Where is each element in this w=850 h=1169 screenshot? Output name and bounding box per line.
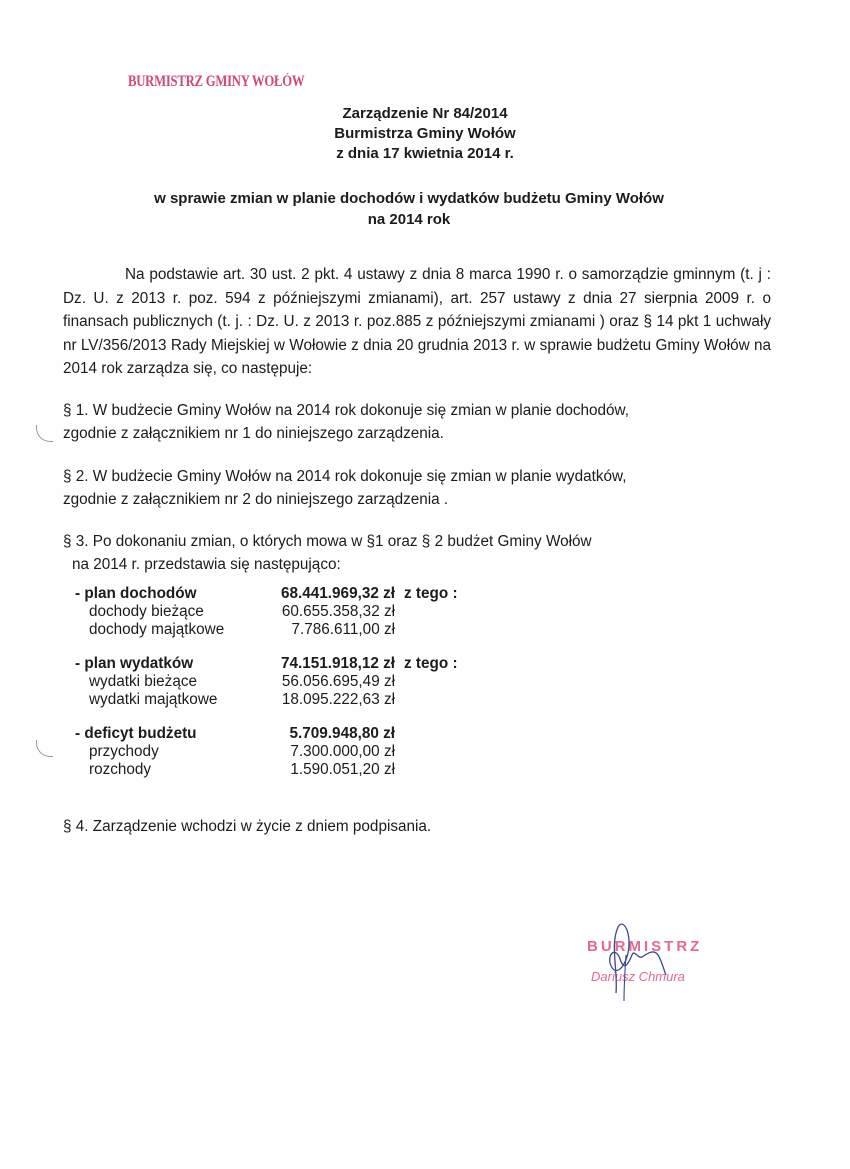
scan-mark (36, 740, 53, 757)
income-item-row (75, 621, 458, 639)
income-value: 68.441.969,32 zł (281, 585, 395, 602)
paragraph-4-text: § 4. Zarządzenie wchodzi w życie z dniem podpisania. (63, 818, 432, 835)
preamble-text: Na podstawie art. 30 ust. 2 pkt. 4 ustawy z dnia 8 marca 1990 r. o samorządzie gminnym (t. j : Dz. U. z 2013 r. poz. 594 z późniejszymi zmianami), art. 257 ustawy z dnia 27 sierpnia 2009 r. o finansach publicznych (t. j. : Dz. U. z 2013 r. poz.885 z późniejszymi zmianami ) oraz § 14 pkt 1 uchwały nr LV/356/2013 Rady Miejskiej w Wołowie z dnia 20 grudnia 2013 r. w sprawie budżetu Gminy Wołów na 2014 rok zarządza się, co następuje: (63, 266, 771, 377)
title-line-1: Zarządzenie Nr 84/2014 (342, 105, 508, 122)
document-subject (0, 188, 818, 230)
expenses-item-label: wydatki bieżące (89, 673, 197, 690)
signature-title: BURMISTRZ (587, 938, 703, 955)
expenses-value: 74.151.918,12 zł (281, 655, 395, 672)
subject-line-2: na 2014 rok (367, 211, 451, 228)
deficit-item-label: rozchody (89, 761, 152, 778)
expenses-label: - plan wydatków (75, 655, 194, 672)
expenses-total-row (75, 655, 458, 673)
paragraph-2 (63, 465, 626, 511)
paragraph-1 (63, 399, 629, 445)
header-stamp: BURMISTRZ GMINY WOŁÓW (128, 73, 305, 90)
expenses-item-row (75, 691, 458, 709)
expenses-item-value: 56.056.695,49 zł (281, 673, 395, 690)
income-group (75, 585, 458, 639)
budget-summary (75, 585, 458, 795)
expenses-item-label: wydatki majątkowe (89, 691, 218, 708)
income-total-row (75, 585, 458, 603)
expenses-group (75, 655, 458, 709)
document-title (0, 104, 850, 164)
paragraph-4 (63, 815, 431, 838)
paragraph-3-line-1: § 3. Po dokonaniu zmian, o których mowa w §1 oraz § 2 budżet Gminy Wołów (63, 533, 592, 550)
handwritten-signature (580, 915, 750, 1005)
paragraph-1-line-2: zgodnie z załącznikiem nr 1 do niniejszego zarządzenia. (63, 425, 444, 442)
income-suffix: z tego : (404, 585, 458, 602)
deficit-item-row (75, 743, 458, 761)
scan-mark (36, 425, 53, 442)
deficit-group (75, 725, 458, 779)
title-line-2: Burmistrza Gminy Wołów (334, 125, 516, 142)
expenses-item-value: 18.095.222,63 zł (281, 691, 395, 708)
income-item-label: dochody majątkowe (89, 621, 225, 638)
income-item-label: dochody bieżące (89, 603, 204, 620)
title-line-3: z dnia 17 kwietnia 2014 r. (336, 145, 514, 162)
signature-name: Dariusz Chmura (591, 969, 685, 984)
deficit-item-value: 7.300.000,00 zł (290, 743, 395, 760)
income-label: - plan dochodów (75, 585, 197, 602)
expenses-item-row (75, 673, 458, 691)
income-item-value: 7.786.611,00 zł (291, 621, 395, 638)
paragraph-2-line-1: § 2. W budżecie Gminy Wołów na 2014 rok dokonuje się zmian w planie wydatków, (63, 468, 627, 485)
paragraph-1-line-1: § 1. W budżecie Gminy Wołów na 2014 rok dokonuje się zmian w planie dochodów, (63, 402, 630, 419)
deficit-total-row (75, 725, 458, 743)
deficit-item-label: przychody (89, 743, 159, 760)
paragraph-3-line-2: na 2014 r. przedstawia się następująco: (72, 556, 341, 573)
paragraph-3 (63, 530, 592, 576)
deficit-label: - deficyt budżetu (75, 725, 197, 742)
income-item-row (75, 603, 458, 621)
expenses-suffix: z tego : (404, 655, 458, 672)
paragraph-2-line-2: zgodnie z załącznikiem nr 2 do niniejszego zarządzenia . (63, 491, 449, 508)
income-item-value: 60.655.358,32 zł (281, 603, 395, 620)
deficit-item-value: 1.590.051,20 zł (290, 761, 395, 778)
deficit-item-row (75, 761, 458, 779)
subject-line-1: w sprawie zmian w planie dochodów i wydatków budżetu Gminy Wołów (154, 190, 664, 207)
deficit-value: 5.709.948,80 zł (289, 725, 395, 742)
preamble (63, 263, 771, 381)
signature-stamp (580, 915, 750, 1005)
